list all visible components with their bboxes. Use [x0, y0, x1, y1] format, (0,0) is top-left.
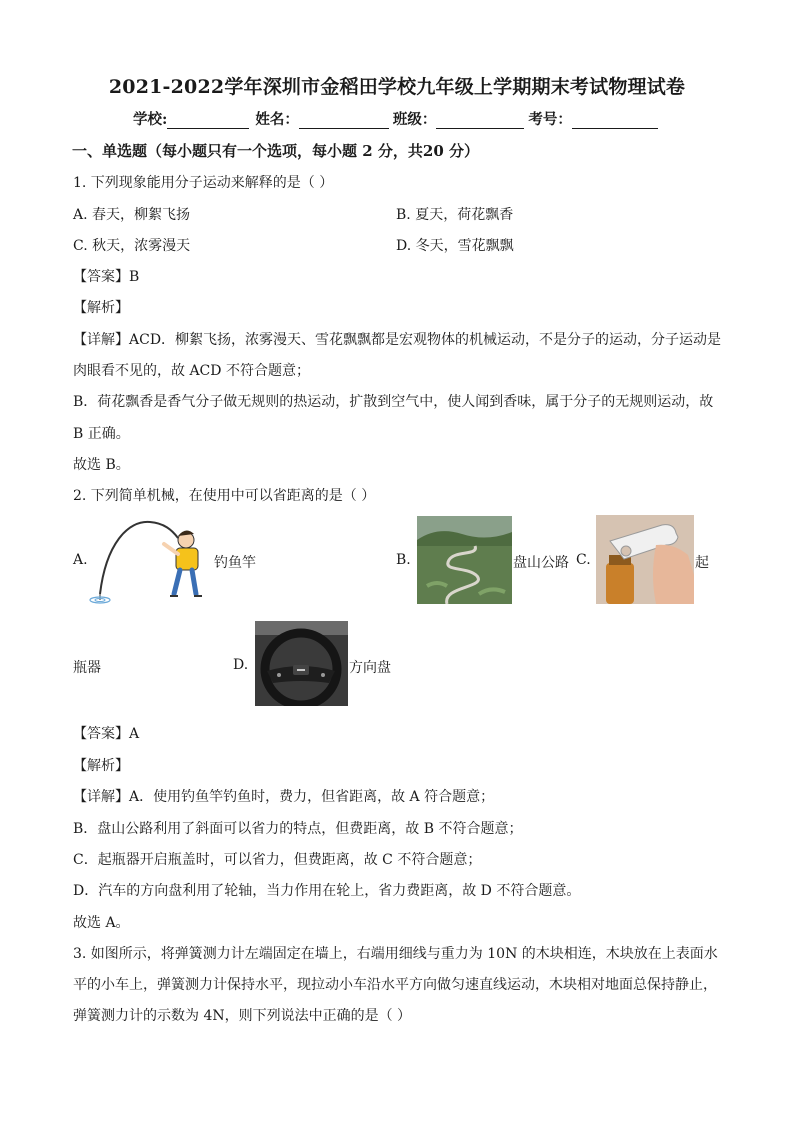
name-label: 姓名： [255, 111, 299, 128]
question-3-line: 弹簧测力计的示数为 4N，则下列说法中正确的是（ ） [73, 1008, 412, 1024]
q1-detail-line: B 正确。 [73, 426, 130, 442]
q1-detail-line: 肉眼看不见的，故 ACD 不符合题意； [73, 363, 310, 379]
q2-detail-line: B．盘山公路利用了斜面可以省力的特点，但费距离，故 B 不符合题意； [73, 821, 523, 837]
q2-option-d-letter: D. [233, 657, 249, 673]
q2-option-b-label: 盘山公路 [513, 555, 569, 571]
q2-option-b-letter: B. [396, 552, 411, 568]
exam-no-label: 考号： [528, 111, 572, 128]
q2-option-c-letter: C. [576, 552, 591, 568]
q1-analysis-label: 【解析】 [73, 300, 129, 316]
page-title: 2021-2022学年深圳市金稻田学校九年级上学期期末考试物理试卷 [108, 76, 686, 98]
name-blank[interactable] [299, 112, 389, 129]
question-3-line: 平的小车上，弹簧测力计保持水平，现拉动小车沿水平方向做匀速直线运动，木块相对地面总保持静止， [73, 977, 717, 993]
question-2-stem: 2. 下列简单机械，在使用中可以省距离的是（ ） [73, 488, 376, 504]
q1-option-c: C. 秋天，浓雾漫天 [73, 238, 191, 254]
q2-option-c-label-part2: 瓶器 [73, 660, 101, 676]
q1-answer: 【答案】B [73, 269, 140, 285]
q2-option-a-letter: A. [73, 552, 88, 568]
question-1-stem: 1. 下列现象能用分子运动来解释的是（ ） [73, 175, 334, 191]
q1-option-d: D. 冬天，雪花飘飘 [396, 238, 514, 254]
section-heading: 一、单选题（每小题只有一个选项，每小题 2 分，共20 分） [72, 142, 479, 160]
q2-answer: 【答案】A [73, 726, 140, 742]
school-label: 学校: [133, 111, 168, 128]
q1-option-b: B. 夏天，荷花飘香 [396, 207, 514, 223]
q2-analysis-label: 【解析】 [73, 758, 129, 774]
school-blank[interactable] [167, 112, 249, 129]
q2-detail-line: C．起瓶器开启瓶盖时，可以省力，但费距离，故 C 不符合题意； [73, 852, 482, 868]
q2-detail-line: D．汽车的方向盘利用了轮轴，当力作用在轮上，省力费距离，故 D 不符合题意。 [73, 883, 581, 899]
mountain-road-image [417, 516, 512, 604]
q1-detail-line: 【详解】ACD．柳絮飞扬，浓雾漫天、雪花飘飘都是宏观物体的机械运动，不是分子的运动，分子运动是 [73, 332, 722, 348]
q1-detail-line: B．荷花飘香是香气分子做无规则的热运动，扩散到空气中，使人闻到香味，属于分子的无规则运动，故 [73, 394, 714, 410]
q2-detail-line: 【详解】A．使用钓鱼竿钓鱼时，费力，但省距离，故 A 符合题意； [73, 789, 495, 805]
q2-option-c-label-part1: 起 [695, 555, 709, 571]
fishing-rod-image [88, 514, 212, 604]
q1-detail-line: 故选 B。 [73, 457, 130, 473]
q2-detail-line: 故选 A。 [73, 915, 130, 931]
q2-option-a-label: 钓鱼竿 [214, 555, 256, 571]
student-info-row [133, 108, 658, 129]
question-3-line: 3. 如图所示，将弹簧测力计左端固定在墙上，右端用细线与重力为 10N 的木块相连，木块放在上表面水 [73, 946, 718, 962]
class-label: 班级： [392, 111, 437, 128]
exam-no-blank[interactable] [572, 112, 658, 129]
bottle-opener-image [596, 515, 694, 604]
q1-option-a: A. 春天，柳絮飞扬 [73, 207, 191, 223]
steering-wheel-image [255, 621, 348, 706]
class-blank[interactable] [436, 112, 524, 129]
q2-option-d-label: 方向盘 [349, 660, 391, 676]
